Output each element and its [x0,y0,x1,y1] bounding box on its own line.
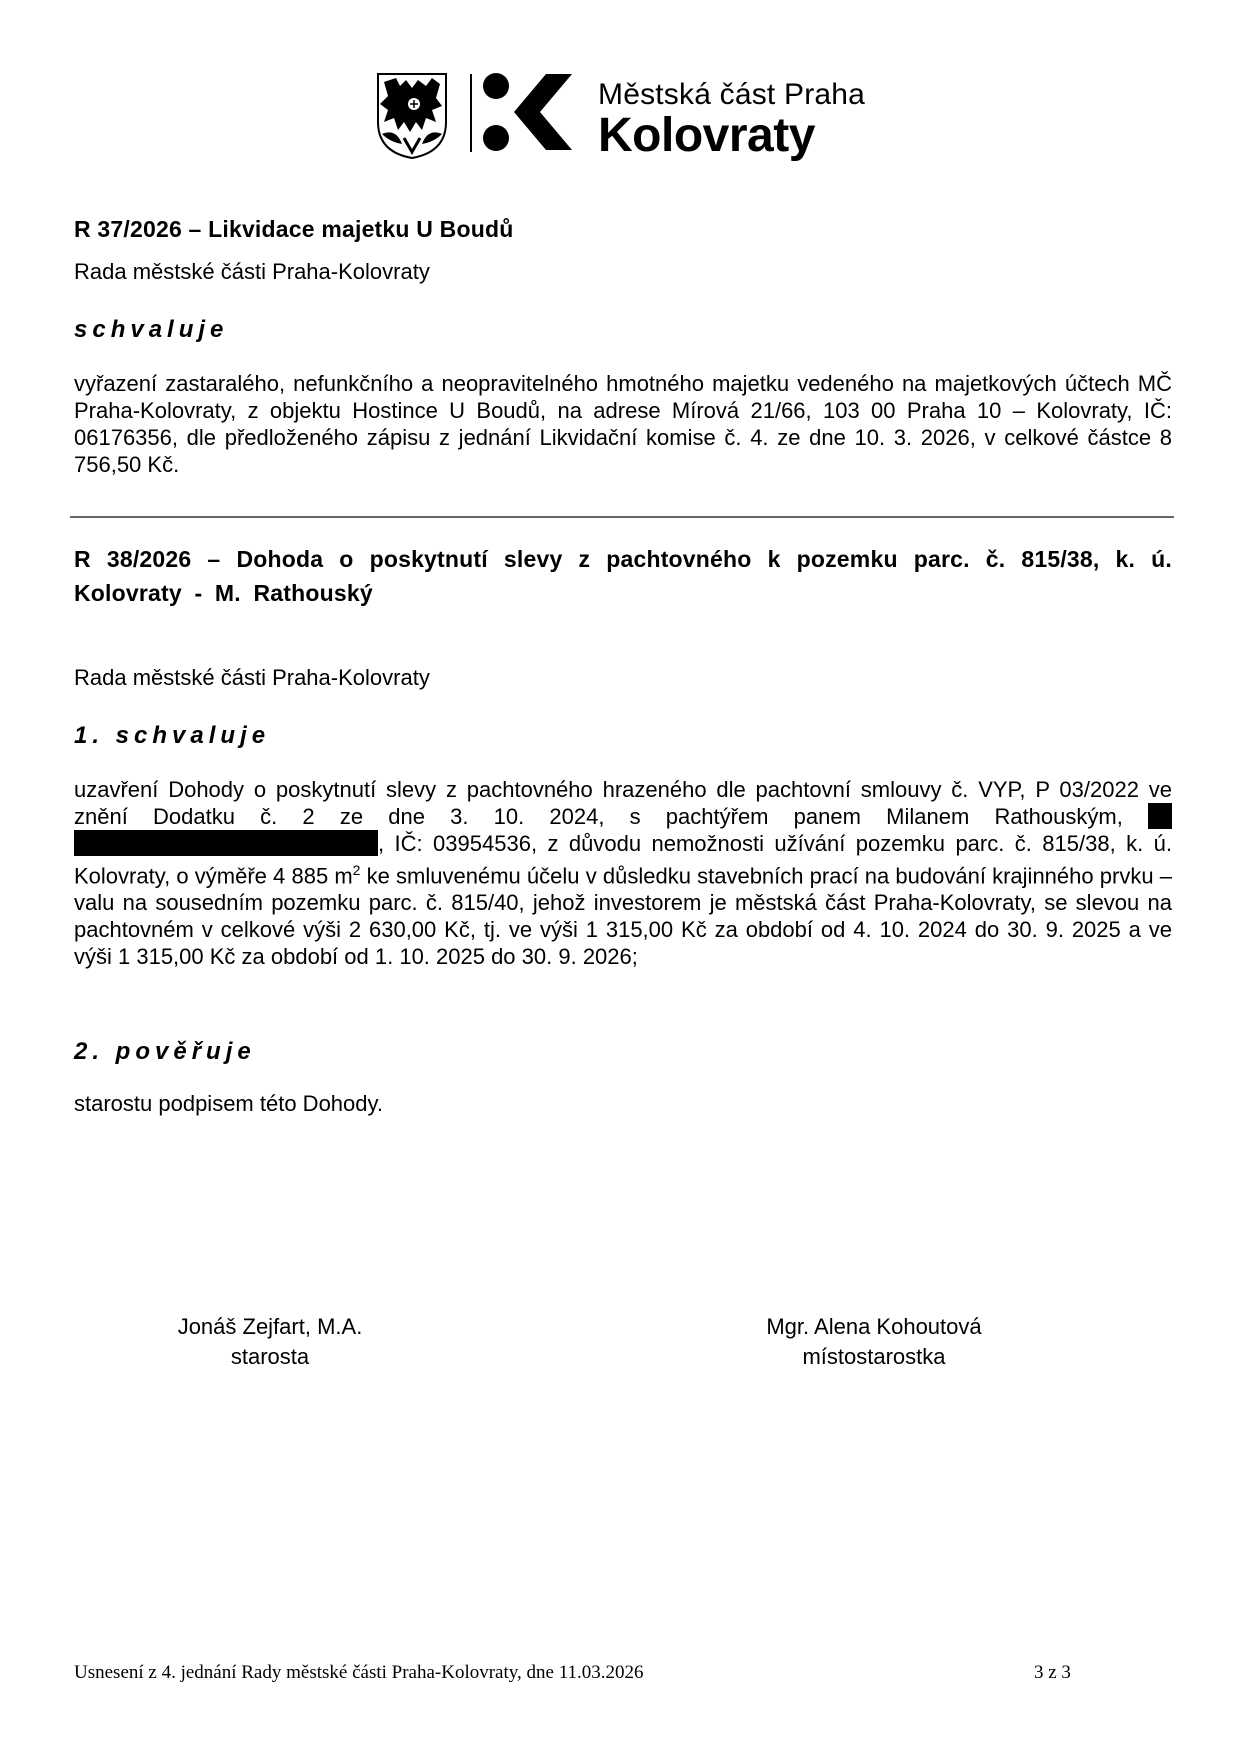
resolution-38-council: Rada městské části Praha-Kolovraty [74,665,430,690]
resolution-38-text-1-part-b: , IČ: 03954536, z důvodu nemožnosti užívání pozemku parc. č. 815/38, k. ú. Kolovraty, o výměře 4 885 m [74,831,1172,889]
resolution-37-text: vyřazení zastaralého, nefunkčního a neopravitelného hmotného majetku vedeného na majetkových účtech MČ Praha-Kolovraty, z objektu Hostince U Boudů, na adrese Mírová 21/66, 103 00 Praha 10 – Kolovraty, IČ: 06176356, dle předloženého zápisu z jednání Likvidační komise č. 4. ze dne 10. 3. 2026, v celkové částce 8 756,50 Kč. [74,371,1172,477]
signatory-role: starosta [230,1344,310,1369]
superscript-two: 2 [352,862,361,878]
resolution-37-verb: schvaluje [74,316,229,343]
signature-right [744,1312,1004,1372]
page-number: 3 z 3 [1034,1662,1071,1683]
resolution-38-verb-1: 1. schvaluje [74,722,271,749]
signatory-name: Mgr. Alena Kohoutová [766,1314,982,1339]
resolution-38-text-2: starostu podpisem této Dohody. [74,1091,383,1116]
logo-text-line1: Městská část Praha [598,78,866,111]
logo-separator [470,74,472,152]
resolution-38-text-1-part-a: uzavření Dohody o poskytnutí slevy z pachtovného hrazeného dle pachtovní smlouvy č. VYP, P 03/2022 ve znění Dodatku č. 2 ze dne 3. 10. 2024, s pachtýřem panem Milanem Rathouským, [74,777,1172,829]
resolution-37-council: Rada městské části Praha-Kolovraty [74,259,430,284]
signatory-role: místostarostka [802,1344,946,1369]
footer-text: Usnesení z 4. jednání Rady městské části Praha-Kolovraty, dne 11.03.2026 [74,1662,644,1683]
signatory-name: Jonáš Zejfart, M.A. [177,1314,363,1339]
redaction-block [1148,803,1172,829]
resolution-37-title: R 37/2026 – Likvidace majetku U Boudů [74,216,514,242]
resolution-38-text-1 [74,776,1172,970]
kolovraty-k-mark-icon [482,72,580,160]
logo-text-line2: Kolovraty [598,109,815,162]
signature-left [150,1312,390,1372]
resolution-38-title: R 38/2026 – Dohoda o poskytnutí slevy z pachtovného k pozemku parc. č. 815/38, k. ú. Kolovraty - M. Rathouský [74,546,1172,606]
resolution-38-verb-2: 2. pověřuje [74,1038,256,1065]
redaction-block [74,830,378,856]
municipality-logo [376,72,896,160]
resolution-38-text-1-part-c: ke smluvenému účelu v důsledku stavebních prací na budování krajinného prvku – valu na sousedním pozemku parc. č. 815/40, jehož investorem je městská část Praha-Kolovraty, se slevou na pachtovném v celkové výši 2 630,00 Kč, tj. ve výši 1 315,00 Kč za období od 4. 10. 2024 do 30. 9. 2025 a ve výši 1 315,00 Kč za období od 1. 10. 2025 do 30. 9. 2026; [74,863,1172,970]
section-divider [70,516,1174,518]
coat-of-arms-icon [376,72,448,160]
